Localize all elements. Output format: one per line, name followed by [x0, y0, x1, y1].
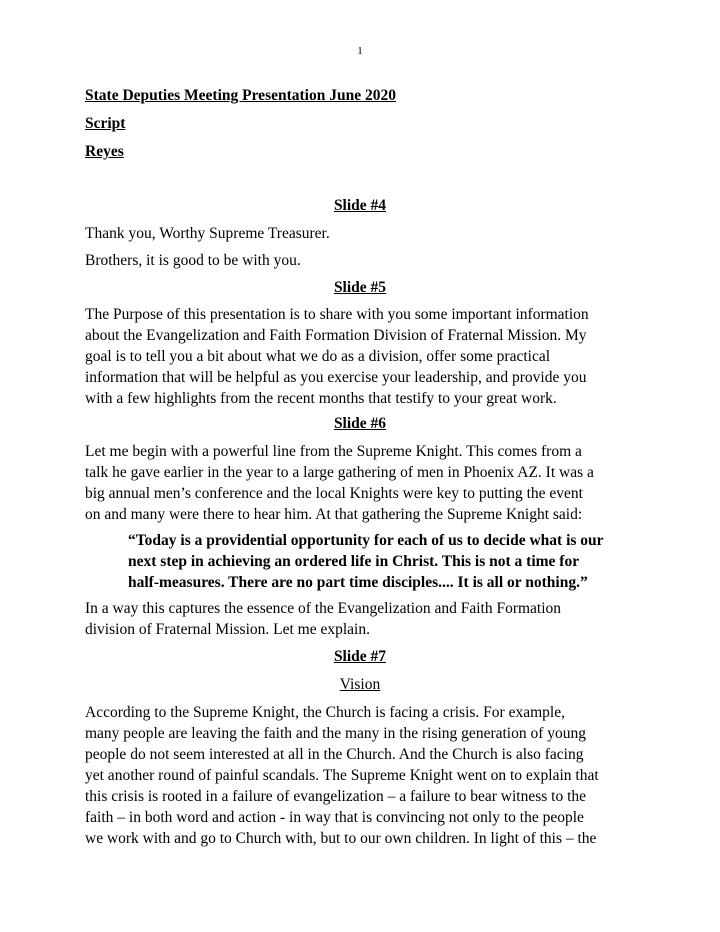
text-line: According to the Supreme Knight, the Church is facing a crisis. For example,: [85, 704, 565, 721]
vision-subheading: Vision: [339, 676, 381, 693]
slide-6-heading: Slide #6: [333, 415, 387, 432]
slide-4-text-2: [85, 250, 645, 271]
slide-7-heading: Slide #7: [333, 648, 387, 665]
supreme-knight-quote: [128, 530, 648, 593]
text-line: on and many were there to hear him. At that gathering the Supreme Knight said:: [85, 506, 583, 523]
slide-7-paragraph: [85, 702, 645, 849]
text-line: big annual men’s conference and the local Knights were key to putting the event: [85, 485, 583, 502]
page-number: 1: [357, 45, 363, 57]
text-line: Let me begin with a powerful line from the Supreme Knight. This comes from a: [85, 443, 582, 460]
text-line: faith – in both word and action - in way that is convincing not only to the people: [85, 809, 584, 826]
text-line: division of Fraternal Mission. Let me explain.: [85, 621, 370, 638]
text-line: information that will be helpful as you exercise your leadership, and provide you: [85, 369, 587, 386]
text-line: people do not seem interested at all in the Church. And the Church is also facing: [85, 746, 584, 763]
document-author: Reyes: [85, 143, 124, 160]
slide-6-paragraph: [85, 441, 645, 525]
text-line: goal is to tell you a bit about what we do as a division, offer some practical: [85, 348, 551, 365]
slide-6-followup: [85, 598, 645, 640]
text-line: In a way this captures the essence of the Evangelization and Faith Formation: [85, 600, 562, 617]
slide-4-heading: Slide #4: [333, 197, 387, 214]
text-line: yet another round of painful scandals. The Supreme Knight went on to explain that: [85, 767, 599, 784]
quote-line: half-measures. There are no part time disciples.... It is all or nothing.”: [128, 574, 588, 591]
document-subtitle: Script: [85, 115, 126, 132]
text-line: many people are leaving the faith and the many in the rising generation of young: [85, 725, 587, 742]
text-line: about the Evangelization and Faith Formation Division of Fraternal Mission. My: [85, 327, 587, 344]
text-line: talk he gave earlier in the year to a large gathering of men in Phoenix AZ. It was a: [85, 464, 594, 481]
quote-line: next step in achieving an ordered life in Christ. This is not a time for: [128, 553, 580, 570]
slide-4-text: [85, 223, 645, 244]
text-line: with a few highlights from the recent months that testify to your great work.: [85, 390, 557, 407]
slide-5-paragraph: [85, 304, 645, 409]
quote-line: “Today is a providential opportunity for each of us to decide what is our: [128, 532, 604, 549]
text-line: The Purpose of this presentation is to share with you some important information: [85, 306, 589, 323]
text-line: Brothers, it is good to be with you.: [85, 252, 301, 269]
text-line: we work with and go to Church with, but to our own children. In light of this – the: [85, 830, 597, 847]
text-line: this crisis is rooted in a failure of evangelization – a failure to bear witness to the: [85, 788, 587, 805]
slide-5-heading: Slide #5: [333, 279, 387, 296]
document-title: State Deputies Meeting Presentation June 2020: [85, 87, 396, 104]
text-line: Thank you, Worthy Supreme Treasurer.: [85, 225, 330, 242]
